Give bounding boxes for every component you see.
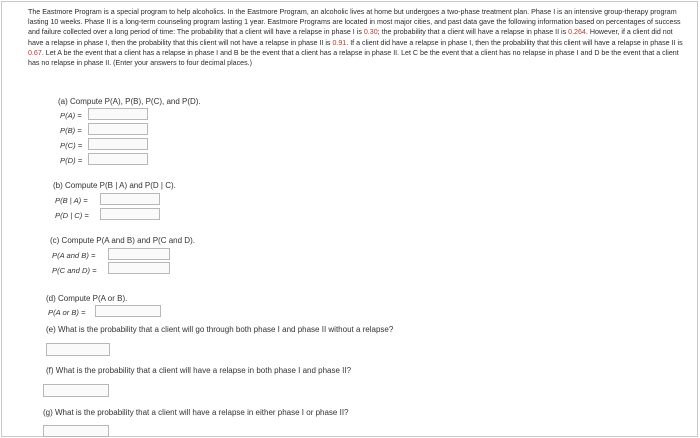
answer-input-f[interactable] bbox=[43, 384, 109, 397]
part-d-question: (d) Compute P(A or B). bbox=[46, 294, 128, 303]
part-c-label-pcd: P(C and D) = bbox=[52, 266, 97, 275]
part-a-question: (a) Compute P(A), P(B), P(C), and P(D). bbox=[58, 97, 201, 106]
part-c-label-pab: P(A and B) = bbox=[52, 251, 96, 260]
part-a-label-pc: P(C) = bbox=[60, 141, 83, 150]
part-g-question: (g) What is the probability that a client will have a relapse in either phase I or phase II? bbox=[43, 408, 349, 417]
answer-input-pdc[interactable] bbox=[100, 208, 160, 220]
answer-input-pa[interactable] bbox=[88, 108, 148, 120]
intro-value-1: 0.30 bbox=[363, 28, 378, 37]
part-b-label-pdc: P(D | C) = bbox=[55, 211, 89, 220]
intro-text-4: . If a client did have a relapse in phase I, then the probability that this client will have a relapse in phase II is bbox=[346, 38, 683, 47]
problem-intro bbox=[28, 7, 688, 68]
intro-text-1: The Eastmore Program is a special program to help alcoholics. In the Eastmore Program, an alcoholic lives at home but undergoes a two-phase treatment plan. Phase I is an intensive group-therapy program lasting 10 weeks. Phase II is a long-term counseling program lasting 1 year. Eastmore Programs are located in most major cities, and past data gave the following information based on percentages of success and failure collected over a long period of time: The probability that a client will have a relapse in phase I is bbox=[28, 8, 681, 37]
part-a-label-pb: P(B) = bbox=[60, 126, 82, 135]
part-c-question: (c) Compute P(A and B) and P(C and D). bbox=[50, 236, 195, 245]
intro-text-5: . Let A be the event that a client has a relapse in phase I and B be the event that a client has a relapse in phase II. Let C be the event that a client has no relapse in phase I and D be the event that a client has no relapse in phase II. (Enter your answers to four decimal places.) bbox=[28, 48, 679, 68]
answer-input-pc[interactable] bbox=[88, 138, 148, 150]
intro-text-3: . However, if a client did not have a relapse in phase I, then the probability that this client will not have a relapse in phase II is bbox=[28, 28, 673, 47]
intro-value-3: 0.91 bbox=[332, 38, 347, 47]
intro-value-2: 0.264 bbox=[568, 28, 586, 37]
part-e-question: (e) What is the probability that a client will go through both phase I and phase II without a relapse? bbox=[46, 325, 394, 334]
answer-input-pb[interactable] bbox=[88, 123, 148, 135]
part-b-label-pba: P(B | A) = bbox=[55, 196, 88, 205]
intro-text-2: ; the probability that a client will have a relapse in phase II is bbox=[377, 28, 569, 37]
answer-input-e[interactable] bbox=[46, 343, 110, 356]
answer-input-pcd[interactable] bbox=[108, 262, 170, 274]
part-a-label-pa: P(A) = bbox=[60, 111, 82, 120]
part-f-question: (f) What is the probability that a client will have a relapse in both phase I and phase II? bbox=[46, 366, 352, 375]
answer-input-g[interactable] bbox=[43, 425, 109, 437]
part-a-label-pd: P(D) = bbox=[60, 156, 83, 165]
answer-input-pba[interactable] bbox=[100, 193, 160, 205]
answer-input-paorb[interactable] bbox=[95, 305, 161, 317]
answer-input-pd[interactable] bbox=[88, 153, 148, 165]
intro-value-4: 0.67 bbox=[28, 48, 42, 57]
part-d-label-paorb: P(A or B) = bbox=[48, 308, 86, 317]
answer-input-pab[interactable] bbox=[108, 248, 170, 260]
part-b-question: (b) Compute P(B | A) and P(D | C). bbox=[53, 181, 176, 190]
